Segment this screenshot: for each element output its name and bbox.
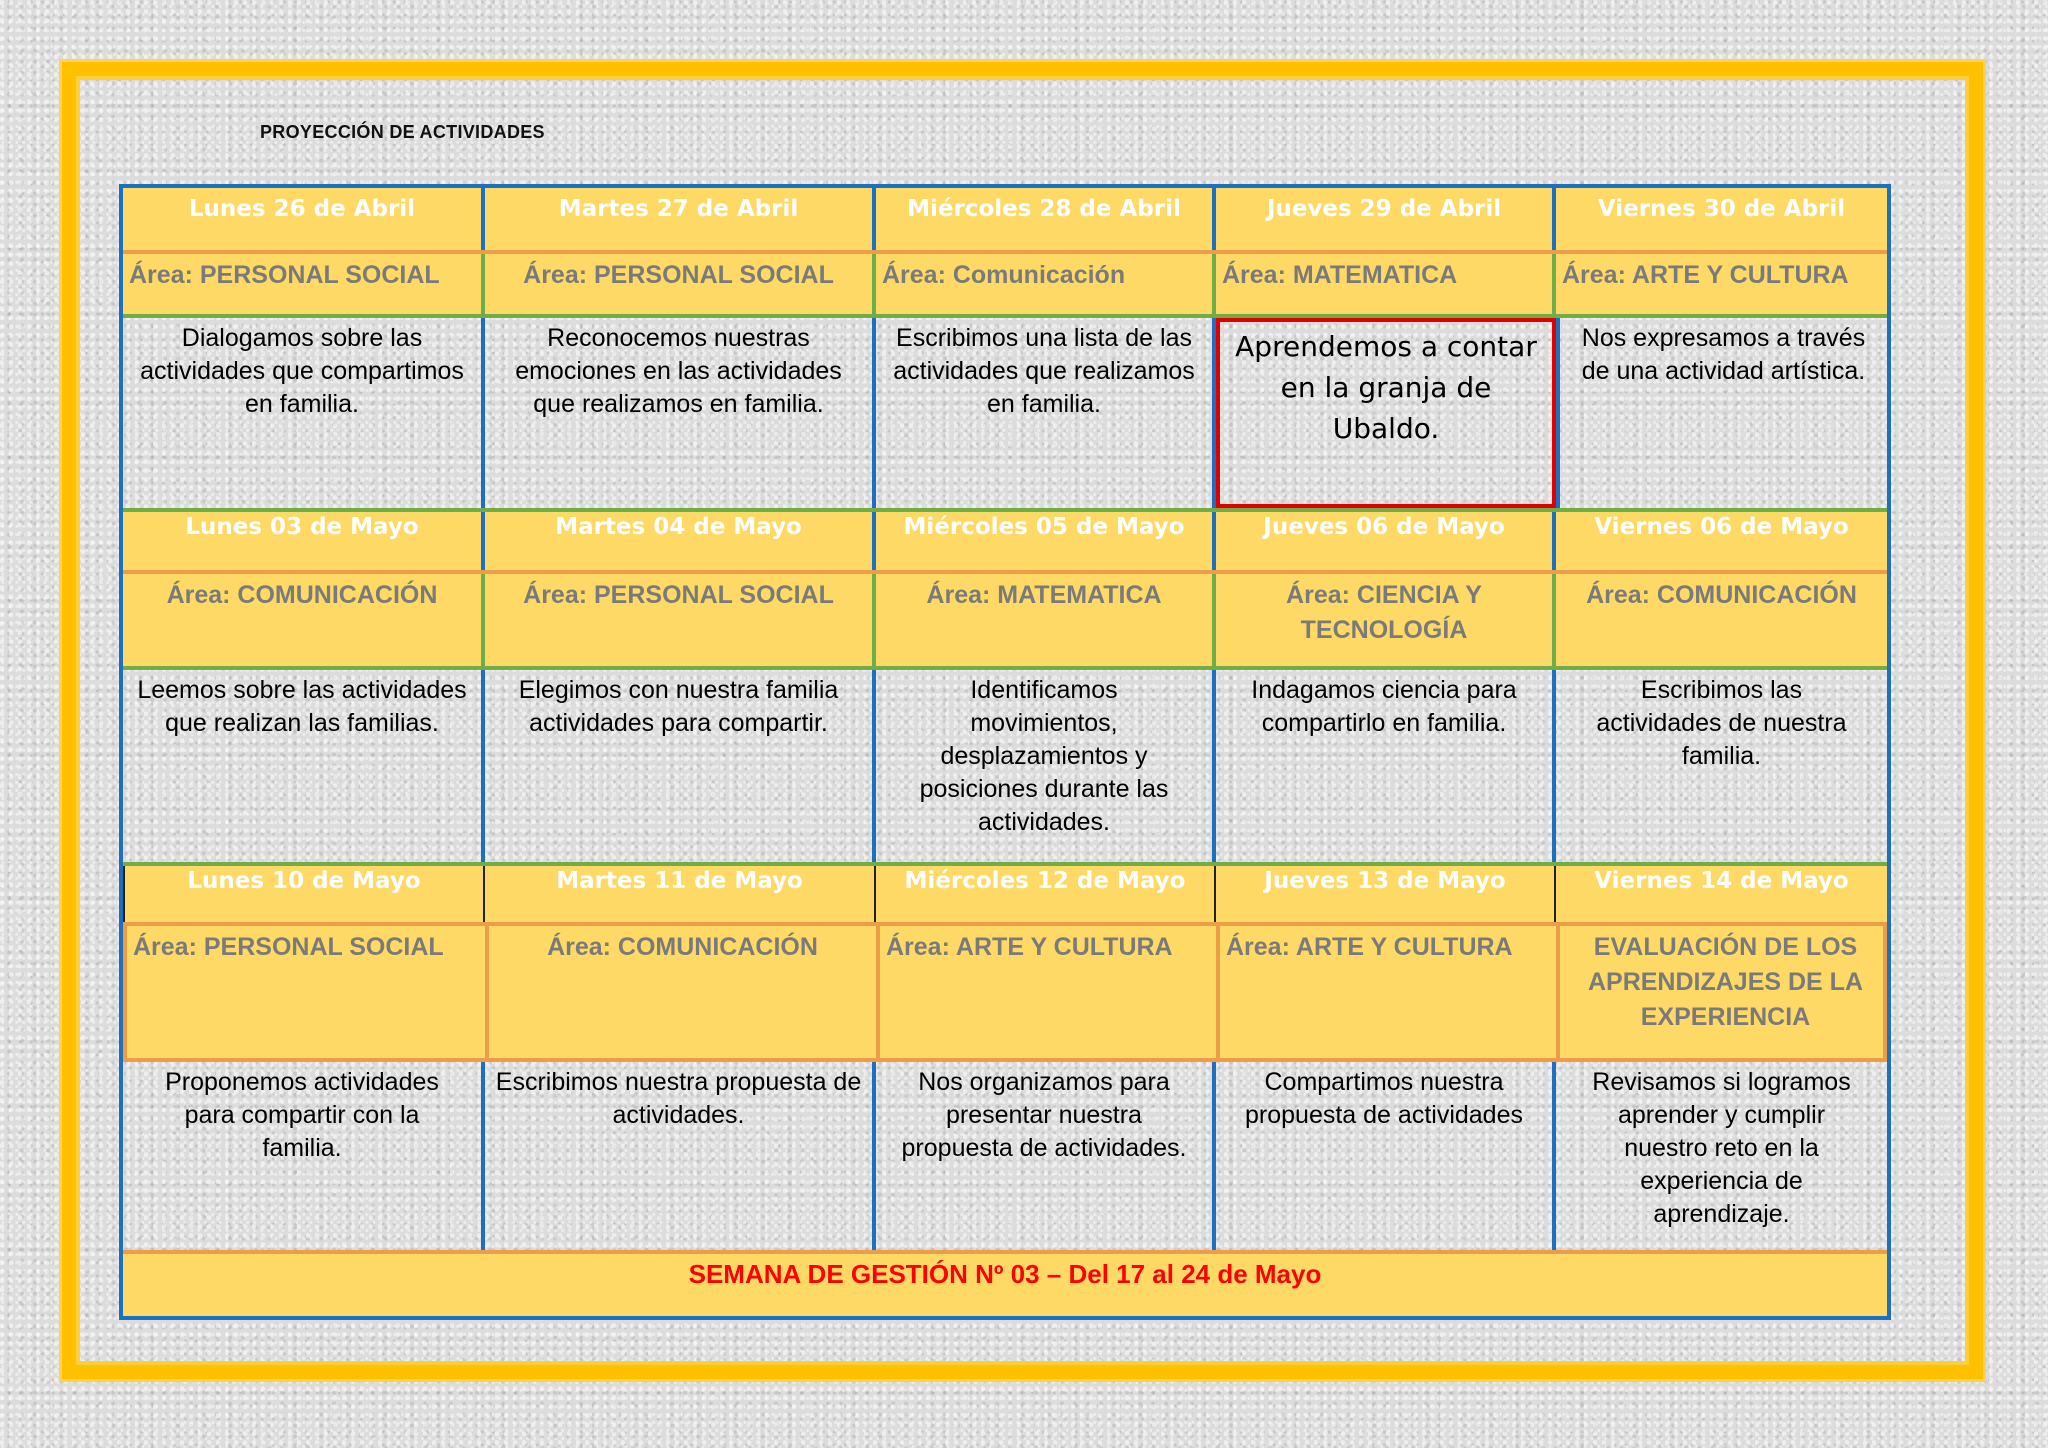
activity-cell <box>1556 1062 1887 1250</box>
date-cell <box>123 188 485 250</box>
area-label: Área: COMUNICACIÓN <box>547 933 818 961</box>
activity-cell <box>1556 318 1887 508</box>
date-label: Martes 04 de Mayo <box>555 514 802 540</box>
activity-text: Aprendemos a contar en la granja de Ubaldo. <box>1235 330 1537 445</box>
area-cell <box>485 574 876 666</box>
area-cell <box>1560 926 1891 1058</box>
area-label: Área: COMUNICACIÓN <box>1586 581 1857 609</box>
activity-cell <box>876 1062 1216 1250</box>
date-cell <box>1556 512 1887 570</box>
area-label: Área: ARTE Y CULTURA <box>1226 933 1513 961</box>
week-3-area-row <box>123 922 1887 1062</box>
activity-text: Leemos sobre las actividades que realizan las familias. <box>137 676 467 737</box>
date-label: Lunes 03 de Mayo <box>185 514 419 540</box>
area-label: Área: MATEMATICA <box>926 581 1162 609</box>
date-label: Viernes 14 de Mayo <box>1594 868 1849 894</box>
date-cell <box>1556 188 1887 250</box>
area-cell <box>1220 926 1560 1058</box>
activity-text: Escribimos las actividades de nuestra familia. <box>1596 676 1847 770</box>
activity-cell <box>876 318 1216 508</box>
area-cell <box>127 926 489 1058</box>
date-label: Lunes 26 de Abril <box>188 196 416 222</box>
area-label: Área: PERSONAL SOCIAL <box>129 261 440 289</box>
area-label: Área: PERSONAL SOCIAL <box>523 261 834 289</box>
area-cell <box>1556 574 1887 666</box>
week-1-activity-row <box>123 318 1887 508</box>
activity-text: Compartimos nuestra propuesta de actividades <box>1245 1068 1523 1129</box>
date-cell <box>485 512 876 570</box>
management-week-label: SEMANA DE GESTIÓN Nº 03 – Del 17 al 24 de Mayo <box>688 1259 1322 1289</box>
page-title: PROYECCIÓN DE ACTIVIDADES <box>260 122 545 142</box>
activity-text: Proponemos actividades para compartir con la familia. <box>165 1068 439 1162</box>
week-1-date-row <box>123 188 1887 250</box>
activity-cell <box>485 670 876 862</box>
activity-text: Indagamos ciencia para compartirlo en familia. <box>1251 676 1517 737</box>
area-cell <box>123 574 485 666</box>
activity-cell <box>876 670 1216 862</box>
area-label: Área: PERSONAL SOCIAL <box>523 581 834 609</box>
area-label: EVALUACIÓN DE LOS APRENDIZAJES DE LA EXPERIENCIA <box>1587 933 1864 1031</box>
date-label: Jueves 29 de Abril <box>1266 196 1502 222</box>
date-cell <box>485 866 876 922</box>
date-cell <box>876 866 1216 922</box>
activity-text: Dialogamos sobre las actividades que compartimos en familia. <box>140 324 464 418</box>
activity-cell <box>123 670 485 862</box>
activity-text: Revisamos si logramos aprender y cumplir nuestro reto en la experiencia de aprendizaje. <box>1592 1068 1851 1228</box>
date-label: Jueves 13 de Mayo <box>1264 868 1506 894</box>
area-cell <box>876 254 1216 314</box>
date-label: Miércoles 05 de Mayo <box>903 514 1185 540</box>
area-cell <box>880 926 1220 1058</box>
date-label: Jueves 06 de Mayo <box>1263 514 1505 540</box>
activity-text: Reconocemos nuestras emociones en las actividades que realizamos en familia. <box>515 324 842 418</box>
area-label: Área: Comunicación <box>882 261 1126 289</box>
area-label: Área: MATEMATICA <box>1222 261 1458 289</box>
date-label: Viernes 30 de Abril <box>1597 196 1846 222</box>
week-2-area-row <box>123 570 1887 670</box>
area-cell <box>485 254 876 314</box>
week-3-activity-row <box>123 1062 1887 1250</box>
date-cell <box>1216 512 1556 570</box>
area-cell <box>123 254 485 314</box>
date-label: Miércoles 28 de Abril <box>907 196 1181 222</box>
week-3-date-row <box>123 862 1887 922</box>
date-cell <box>123 866 485 922</box>
date-cell <box>123 512 485 570</box>
schedule-table <box>119 184 1891 1320</box>
activity-cell <box>123 1062 485 1250</box>
date-cell <box>876 512 1216 570</box>
activity-cell <box>123 318 485 508</box>
activity-text: Elegimos con nuestra familia actividades para compartir. <box>518 676 839 737</box>
date-label: Lunes 10 de Mayo <box>187 868 421 894</box>
date-label: Martes 11 de Mayo <box>556 868 803 894</box>
area-cell <box>1216 254 1556 314</box>
date-cell <box>876 188 1216 250</box>
activity-cell <box>1216 670 1556 862</box>
area-label: Área: COMUNICACIÓN <box>166 581 438 609</box>
activity-cell <box>1556 670 1887 862</box>
area-label: Área: PERSONAL SOCIAL <box>133 933 444 961</box>
date-cell <box>485 188 876 250</box>
activity-text: Nos expresamos a través de una actividad artística. <box>1581 324 1866 385</box>
activity-cell <box>1216 1062 1556 1250</box>
date-label: Martes 27 de Abril <box>558 196 799 222</box>
area-cell <box>489 926 880 1058</box>
highlighted-activity-cell <box>1216 318 1556 508</box>
date-label: Viernes 06 de Mayo <box>1594 514 1849 540</box>
area-cell <box>1556 254 1887 314</box>
activity-text: Identificamos movimientos, desplazamientos y posiciones durante las actividades. <box>919 676 1169 836</box>
activity-text: Nos organizamos para presentar nuestra propuesta de actividades. <box>901 1068 1187 1162</box>
date-label: Miércoles 12 de Mayo <box>904 868 1186 894</box>
area-label: Área: ARTE Y CULTURA <box>886 933 1173 961</box>
week-2-date-row <box>123 508 1887 570</box>
area-cell <box>876 574 1216 666</box>
week-1-area-row <box>123 250 1887 318</box>
week-2-activity-row <box>123 670 1887 862</box>
activity-cell <box>485 318 876 508</box>
activity-cell <box>485 1062 876 1250</box>
activity-text: Escribimos nuestra propuesta de actividades. <box>495 1068 862 1129</box>
date-cell <box>1556 866 1887 922</box>
area-label: Área: ARTE Y CULTURA <box>1562 261 1849 289</box>
date-cell <box>1216 188 1556 250</box>
footer-row <box>123 1250 1887 1316</box>
date-cell <box>1216 866 1556 922</box>
area-cell <box>1216 574 1556 666</box>
activity-text: Escribimos una lista de las actividades que realizamos en familia. <box>893 324 1195 418</box>
area-label: Área: CIENCIA Y TECNOLOGÍA <box>1286 581 1482 644</box>
